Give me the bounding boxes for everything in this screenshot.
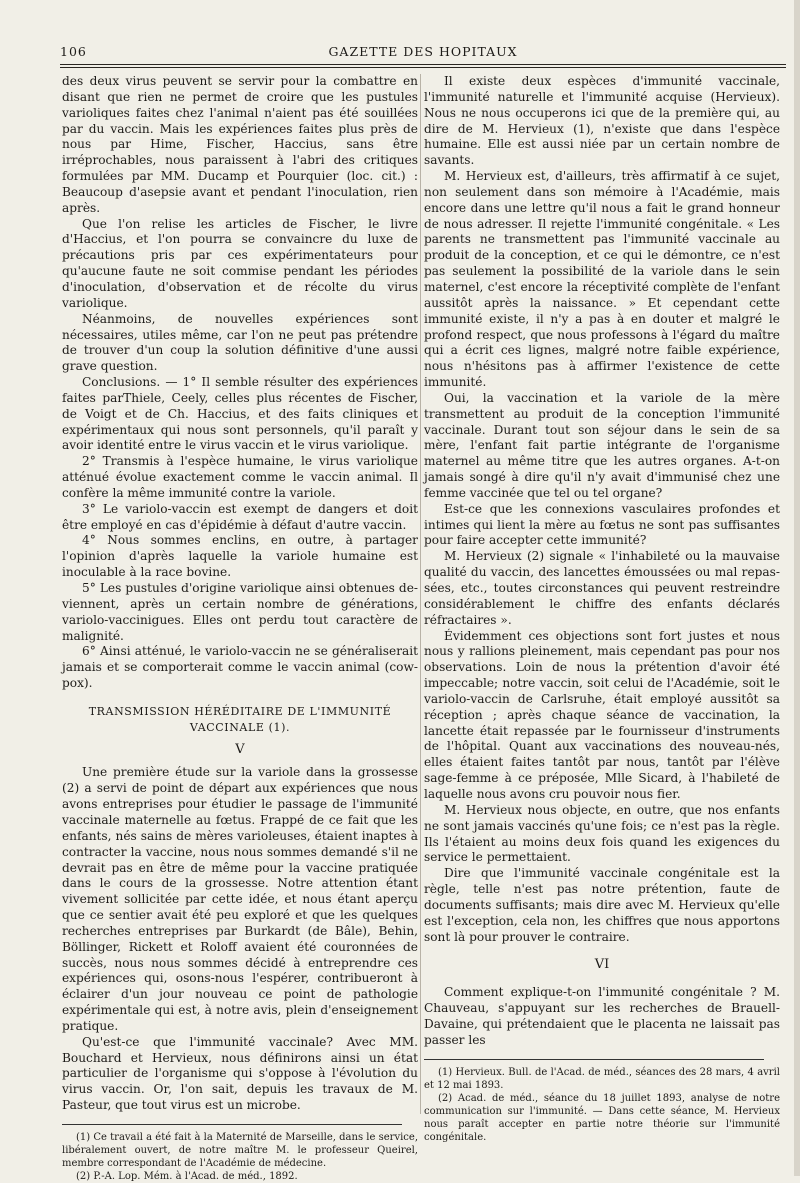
paragraph: 3° Le variolo-vaccin est exempt de dangers et doit être employé en cas d'épidémie à défaut d'autre vaccin. xyxy=(62,501,418,532)
paragraph: Conclusions. — 1° Il semble résulter des expériences faites parThiele, Ceely, celles plus récentes de Fischer, de Voigt et de Ch. Haccius, et des faits cliniques et expérimentaux qui nous sont personnels, qu'il paraît y avoir identité entre le virus vaccin et le virus variolique. xyxy=(62,375,418,453)
paragraph: des deux virus peuvent se servir pour la combattre en disant que rien ne permet de croire que les pustules varioliques faites chez l'animal n'aient pas été souillées par du vaccin. Mais les expériences faites plus près de nous par Hime, Fischer, Haccius, sans être irréprochables, nous paraissent à l'abri des critiques formulées par MM. Ducamp et Pourquier (loc. cit.) : Beaucoup d'asepsie avant et pendant l'inoculation, rien après. xyxy=(62,74,418,215)
footnotes xyxy=(424,1066,780,1144)
journal-title: GAZETTE DES HOPITAUX xyxy=(328,44,518,59)
footnote: (1) Ce travail a été fait à la Maternité de Marseille, dans le service, libéralement ouvert, de notre maître M. le professeur Queirel, membre correspondant de l'Académie de médecine. xyxy=(62,1132,418,1169)
paragraph: M. Hervieux nous objecte, en outre, que nos enfants ne sont jamais vaccinés qu'une fois; ce n'est pas la règle. Ils l'étaient au moins deux fois quand les exigences du service le permettaient. xyxy=(424,802,780,865)
page-header xyxy=(60,44,786,62)
header-rule-top xyxy=(60,64,786,65)
column-divider xyxy=(420,74,421,1114)
right-column xyxy=(424,74,780,1144)
section-number: VI xyxy=(594,957,610,973)
paragraph: Néanmoins, de nouvelles expériences sont nécessaires, utiles même, car l'on ne peut pas prétendre de trouver d'un coup la solution définitive d'une aussi grave question. xyxy=(62,311,418,374)
footnote: (2) Acad. de méd., séance du 18 juillet 1893, analyse de notre communication sur l'immunité. — Dans cette séance, M. Hervieux nous paraît accepter en partie notre théorie sur l'immunité congénitale. xyxy=(424,1092,780,1143)
footnote: (2) P.-A. Lop. Mém. à l'Acad. de méd., 1892. xyxy=(76,1171,298,1182)
page-edge xyxy=(794,0,800,1176)
paragraph: M. Hervieux (2) signale « l'inhabileté ou la mauvaise qualité du vaccin, des lancettes émoussées ou mal repassées, etc., toutes circonstances qui peuvent restreindre considérablement le chiffre des enfants déclarés réfractaires ». xyxy=(424,549,780,627)
paragraph: Comment explique-t-on l'immunité congénitale ? M. Chauveau, s'appuyant sur les recherches de Brauell-Davaine, qui prétendaient que le placenta ne laissait pas passer les xyxy=(424,985,780,1047)
page-number: 106 xyxy=(60,44,87,59)
paragraph: M. Hervieux est, d'ailleurs, très affirmatif à ce sujet, non seulement dans son mémoire à l'Académie, mais encore dans une lettre qu'il nous a fait le grand honneur de nous adresser. Il rejette l'immunité congénitale. « Les parents ne transmettent pas l'immunité vaccinale au produit de la conception, et ce qui le démontre, ce n'est pas seulement la possibilité de la variole dans le sein maternel, c'est encore la réceptivité complète de l'enfant aussitôt après la naissance. » Et cependant cette immunité existe, il n'y a pas à en douter et malgré le profond respect, que nous professons à l'égard du maître qui a écrit ces lignes, malgré notre faible expérience, nous n'hésitons pas à affirmer l'existence de cette immunité. xyxy=(424,169,780,390)
paragraph: Dire que l'immunité vaccinale congénitale est la règle, telle n'est pas notre prétention, faute de documents suffisants; mais dire avec M. Hervieux qu'elle est l'exception, cela non, les chiffres que nous apportons sont là pour prouver le contraire. xyxy=(424,866,780,944)
footnote: (1) Hervieux. Bull. de l'Acad. de méd., séances des 28 mars, 4 avril et 12 mai 1893. xyxy=(424,1066,780,1091)
paragraph: 4° Nous sommes enclins, en outre, à partager l'opinion d'après laquelle la variole humaine est inoculable à la race bovine. xyxy=(62,533,418,580)
header-rule-bottom xyxy=(60,67,786,68)
paragraph: Il existe deux espèces d'immunité vaccinale, l'immunité naturelle et l'immunité acquise (Hervieux). Nous ne nous occuperons ici que de la première qui, au dire de M. Hervieux (1), n'existe que dans l'espèce humaine. Elle est aussi niée par un certain nombre de savants. xyxy=(424,74,780,168)
section-heading: TRANSMISSION HÉRÉDITAIRE DE L'IMMUNITÉ VACCINALE (1). xyxy=(88,704,392,734)
footnote-rule xyxy=(62,1124,402,1125)
paragraph: Que l'on relise les articles de Fischer, le livre d'Haccius, et l'on pourra se convaincre du luxe de précautions pris par ces expérimentateurs pour qu'aucune faute ne soit commise pendant les périodes d'inoculation, d'observation et de récolte du virus variolique. xyxy=(62,216,418,310)
paragraph: Qu'est-ce que l'immunité vaccinale? Avec MM. Bouchard et Hervieux, nous définirons ainsi un état particulier de l'organisme qui s'oppose à l'évolution du virus vaccin. Or, l'on sait, depuis les travaux de M. Pasteur, que tout virus est un microbe. xyxy=(62,1034,418,1113)
footnote-rule xyxy=(424,1059,764,1060)
paragraph: 5° Les pustules d'origine variolique ainsi obtenues deviennent, après un certain nombre de générations, variolo-vaccinigues. Elles ont perdu tout caractère de malignité. xyxy=(62,581,418,643)
paragraph: Est-ce que les connexions vasculaires profondes et intimes qui lient la mère au fœtus ne sont pas suffisantes pour faire accepter cette immunité? xyxy=(424,501,780,548)
paragraph: Une première étude sur la variole dans la grossesse (2) a servi de point de départ aux expériences que nous avons entreprises pour étudier le passage de l'immunité vaccinale maternelle au fœtus. Frappé de ce fait que les enfants, nés sains de mères varioleuses, étaient inaptes à contracter la vaccine, nous nous sommes demandé s'il ne devrait pas en être de même pour la vaccine pratiquée dans le cours de la grossesse. Notre attention étant vivement sollicitée par cette idée, et nous étant aperçu que ce sentier avait été peu exploré et que les quelques recherches entreprises par Burkardt (de Bâle), Behin, Böllinger, Rickett et Roloff avaient été couronnées de succès, nous nous sommes décidé à entreprendre ces expériences qui, osons-nous l'espérer, contribueront à éclairer d'un jour nouveau ce point de pathologie expérimentale qui est, à notre avis, plein d'enseignement pratique. xyxy=(62,765,418,1033)
paragraph: 2° Transmis à l'espèce humaine, le virus variolique atténué évolue exactement comme le vaccin animal. Il confère la même immunité contre la variole. xyxy=(62,454,418,500)
left-column xyxy=(62,74,418,1183)
paragraph: Oui, la vaccination et la variole de la mère transmettent au produit de la conception l'immunité vaccinale. Durant tout son séjour dans le sein de sa mère, l'enfant fait partie intégrante de l'organisme maternel au même titre que les autres organes. A-t-on jamais songé à dire qu'il n'y avait d'immunisé chez une femme vaccinée que tel ou tel organe? xyxy=(424,390,780,500)
footnotes xyxy=(62,1131,418,1183)
section-number: V xyxy=(235,741,245,757)
paragraph: 6° Ainsi atténué, le variolo-vaccin ne se généraliserait jamais et se comporterait comme le vaccin animal (cow-pox). xyxy=(62,644,418,691)
paragraph: Évidemment ces objections sont fort justes et nous nous y rallions pleinement, mais cependant pas pour nos observations. Loin de nous la prétention d'avoir été impeccable; notre vaccin, soit celui de l'Académie, soit le variolo-vaccin de Carlsruhe, était employé aussitôt sa réception ; après chaque séance de vaccination, la lancette était repassée par le fournisseur d'instruments de l'hôpital. Quant aux vaccinations des nouveau-nés, elles étaient faites tantôt par nous, tantôt par l'élève sage-femme à ce préposée, Mlle Sicard, à l'habileté de laquelle nous avons cru pouvoir nous fier. xyxy=(424,628,780,801)
